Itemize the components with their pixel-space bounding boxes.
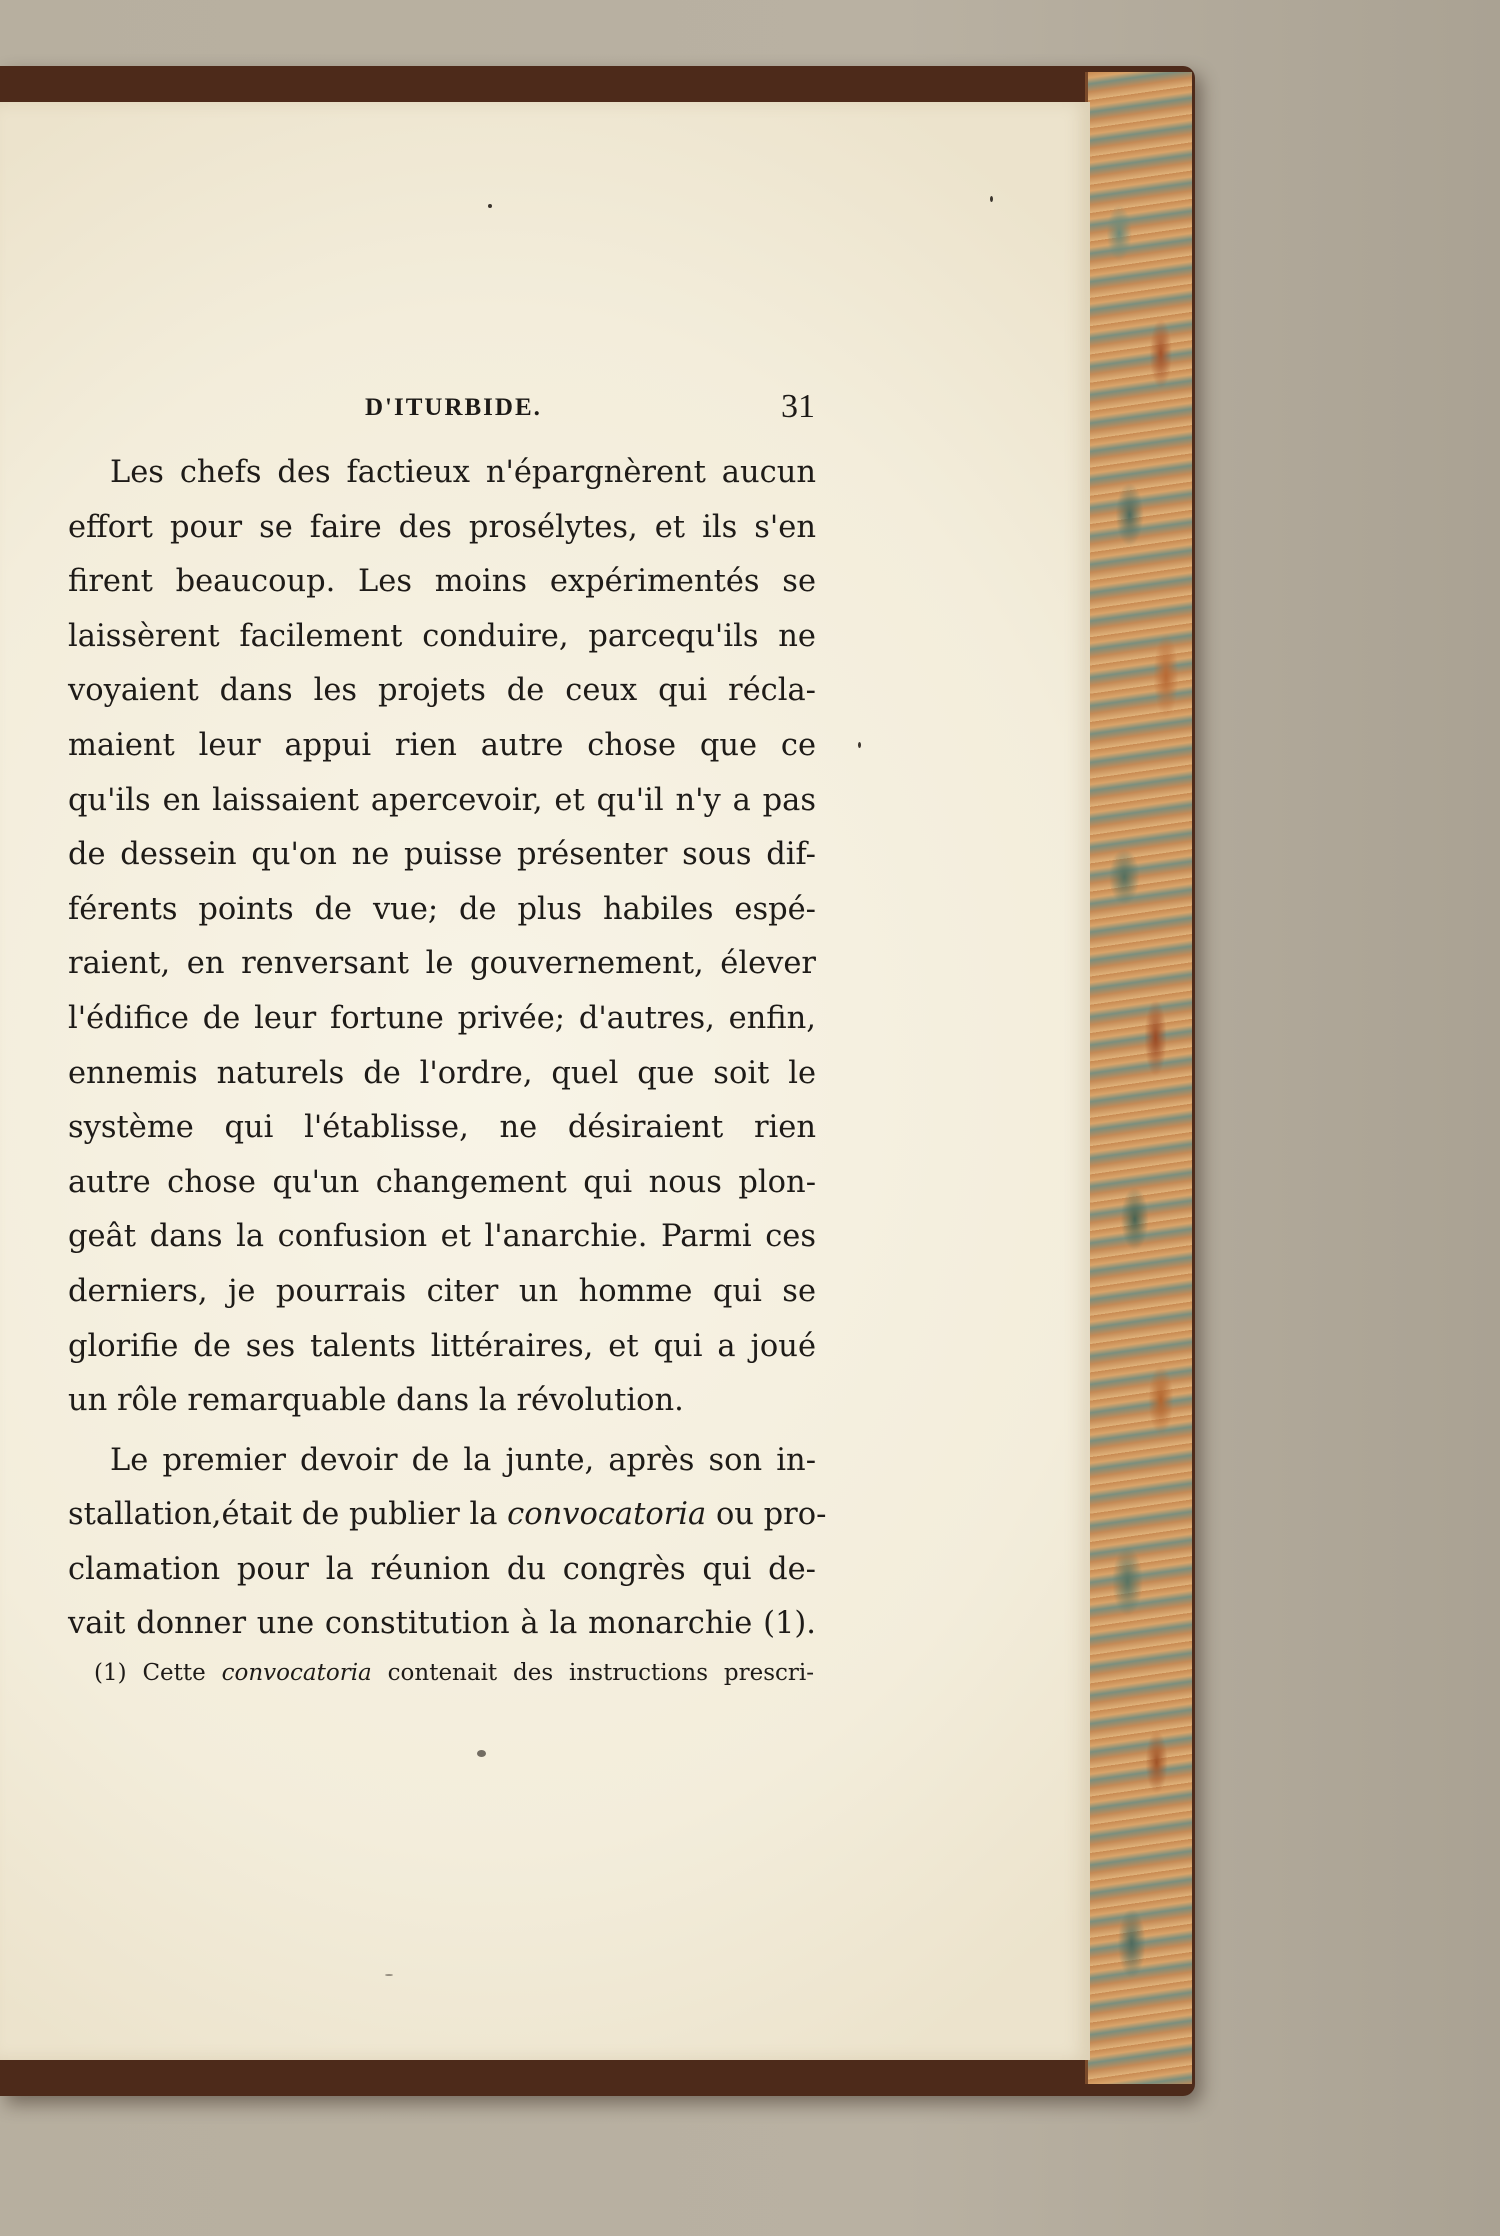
page-number: 31 (781, 388, 815, 425)
text-line: effort pour se faire des prosélytes, et ils s'en (68, 509, 816, 545)
paper-speck (477, 1750, 486, 1757)
text-line: autre chose qu'un changement qui nous plon- (68, 1164, 816, 1200)
text-line-mixed (68, 1488, 827, 1543)
footnote (94, 1660, 814, 1686)
text-line: un rôle remarquable dans la révolution. (68, 1383, 684, 1419)
body-text (68, 446, 827, 1652)
text-line: ennemis naturels de l'ordre, quel que soit le (68, 1055, 816, 1091)
text-line: Le premier devoir de la junte, après son in- (110, 1442, 816, 1478)
paper-speck (385, 1974, 393, 1976)
paper-speck (858, 742, 861, 748)
text-line: derniers, je pourrais citer un homme qui se (68, 1273, 816, 1309)
text-line: voyaient dans les projets de ceux qui récla- (68, 673, 816, 709)
footnote-marker: (1) Cette (94, 1660, 206, 1686)
text-line: qu'ils en laissaient apercevoir, et qu'il n'y a pas (68, 782, 816, 818)
text-line: geât dans la confusion et l'anarchie. Parmi ces (68, 1219, 816, 1255)
footnote-italic-term: convocatoria (221, 1660, 372, 1686)
text-line: clamation pour la réunion du congrès qui de- (68, 1551, 816, 1587)
text-line: l'édifice de leur fortune privée; d'autres, enfin, (68, 1000, 816, 1036)
footnote-text: contenait des instructions prescri- (387, 1660, 815, 1686)
text-line: férents points de vue; de plus habiles espé- (68, 891, 816, 927)
paper-speck (488, 204, 492, 208)
text-line: vait donner une constitution à la monarchie (1). (68, 1606, 816, 1642)
text-fragment: ou pro- (715, 1497, 827, 1533)
text-line: système qui l'établisse, ne désiraient rien (68, 1110, 816, 1146)
text-line: raient, en renversant le gouvernement, élever (68, 946, 816, 982)
text-line: laissèrent facilement conduire, parcequ'ils ne (68, 618, 816, 654)
page-header (70, 388, 815, 432)
text-line: glorifie de ses talents littéraires, et qui a joué (68, 1328, 816, 1364)
running-head: D'ITURBIDE. (365, 394, 542, 421)
text-line: firent beaucoup. Les moins expérimentés se (68, 564, 816, 600)
text-line: maient leur appui rien autre chose que ce (68, 727, 816, 763)
italic-term: convocatoria (507, 1497, 707, 1533)
marbled-fore-edge (1085, 72, 1192, 2084)
text-fragment: stallation,était de publier la (68, 1497, 498, 1533)
text-line: de dessein qu'on ne puisse présenter sous dif- (68, 837, 816, 873)
text-line: Les chefs des factieux n'épargnèrent aucun (110, 455, 816, 490)
paper-speck (990, 196, 993, 202)
